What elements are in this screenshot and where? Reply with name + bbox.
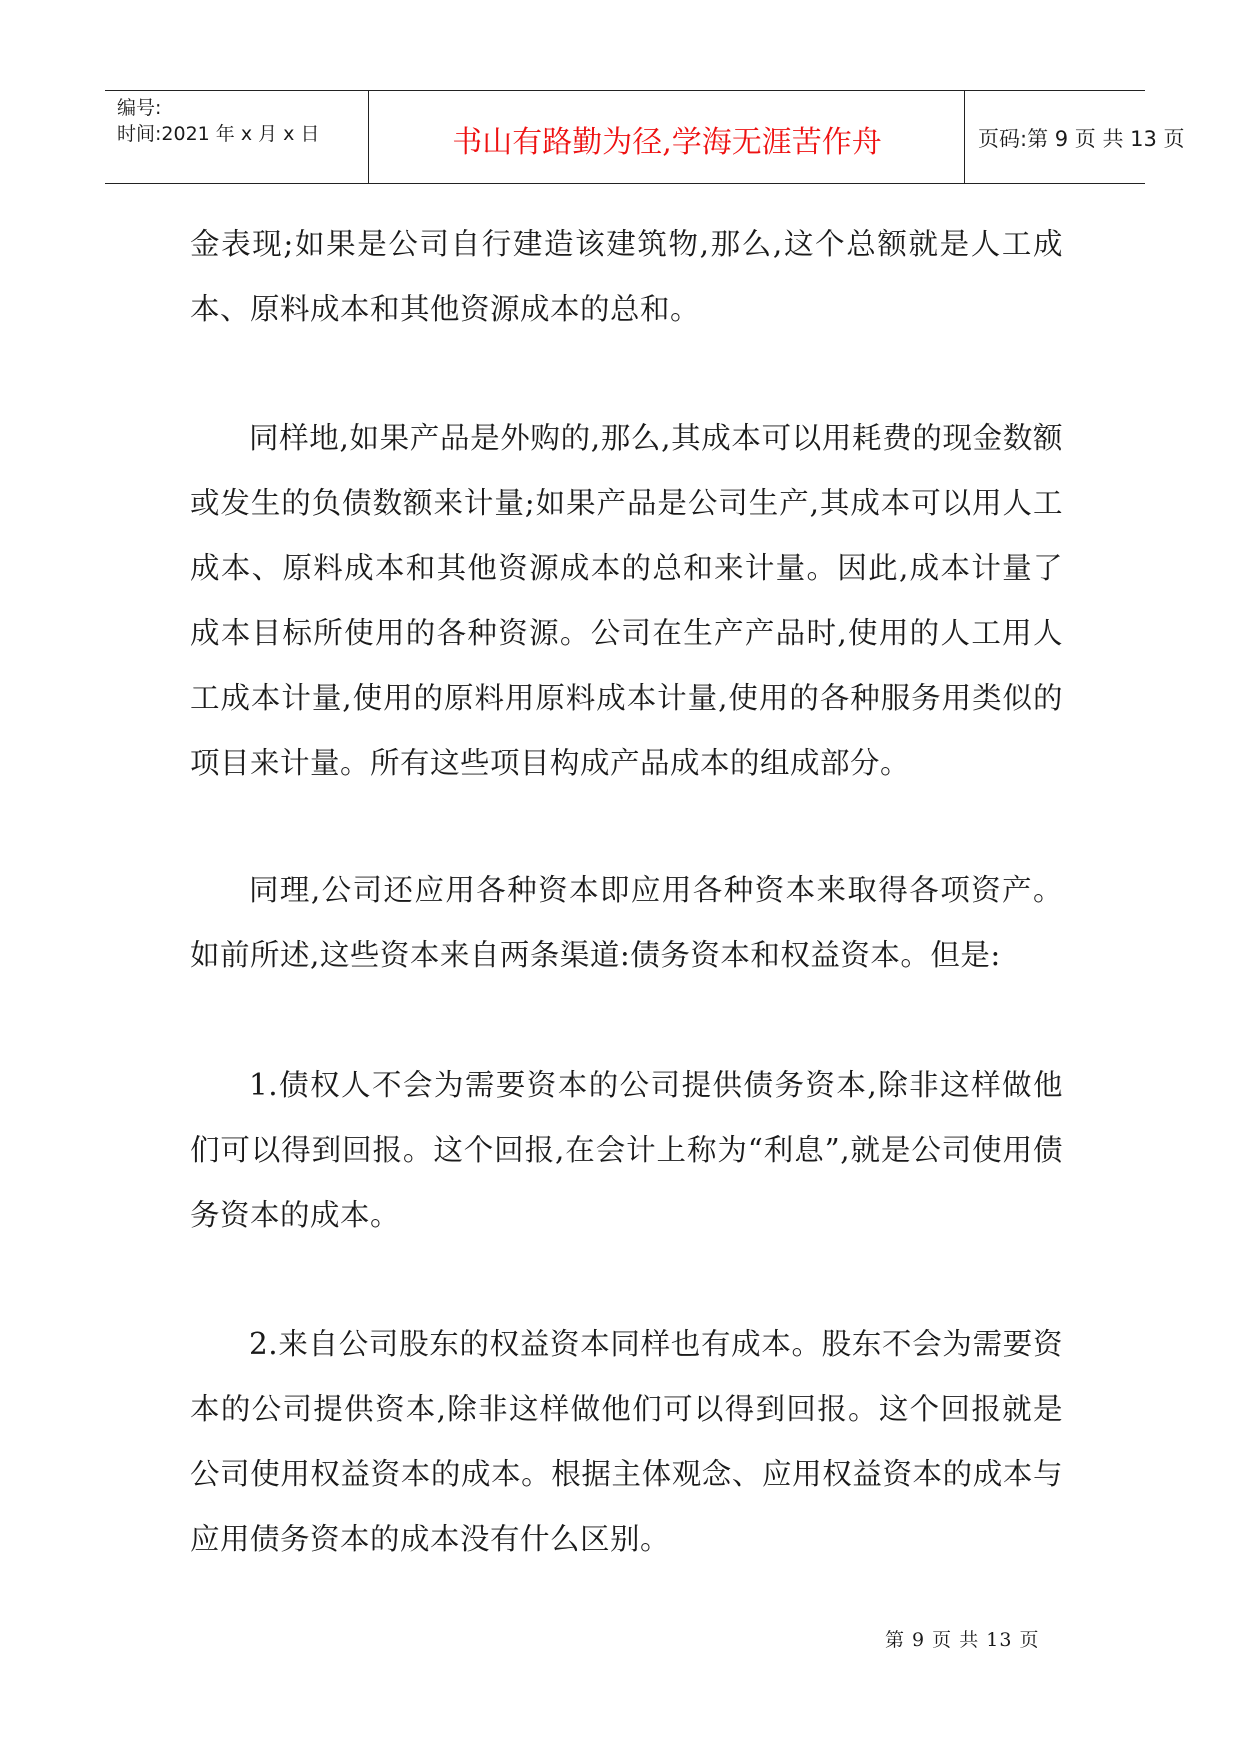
header-motto: 书山有路勤为径,学海无涯苦作舟 [452,125,882,160]
header-page-code: 页码:第 9 页 共 13 页 [978,127,1185,151]
page-header [105,90,1185,184]
paragraph-debt-capital: 1.债权人不会为需要资本的公司提供债务资本,除非这样做他们可以得到回报。这个回报,在会计上称为“利息”,就是公司使用债务资本的成本。 [190,1068,1063,1232]
document-number-label: 编号: [117,97,162,119]
page-footer: 第 9 页 共 13 页 [885,1629,1040,1651]
header-page-cell [966,91,1185,183]
paragraph-continuation: 金表现;如果是公司自行建造该建筑物,那么,这个总额就是人工成本、原料成本和其他资源成本的总和。 [190,227,1063,326]
document-time-label: 时间:2021 年 x 月 x 日 [117,123,320,145]
header-motto-cell [370,91,965,183]
paragraph-product-cost: 同样地,如果产品是外购的,那么,其成本可以用耗费的现金数额或发生的负债数额来计量;如果产品是公司生产,其成本可以用人工成本、原料成本和其他资源成本的总和来计量。因此,成本计量了成本目标所使用的各种资源。公司在生产产品时,使用的人工用人工成本计量,使用的原料用原料成本计量,使用的各种服务用类似的项目来计量。所有这些项目构成产品成本的组成部分。 [190,421,1063,780]
paragraph-equity-capital: 2.来自公司股东的权益资本同样也有成本。股东不会为需要资本的公司提供资本,除非这样做他们可以得到回报。这个回报就是公司使用权益资本的成本。根据主体观念、应用权益资本的成本与应用债务资本的成本没有什么区别。 [190,1327,1063,1556]
paragraph-capital-sources: 同理,公司还应用各种资本即应用各种资本来取得各项资产。如前所述,这些资本来自两条渠道:债务资本和权益资本。但是: [190,873,1063,972]
header-info-cell [105,91,369,183]
